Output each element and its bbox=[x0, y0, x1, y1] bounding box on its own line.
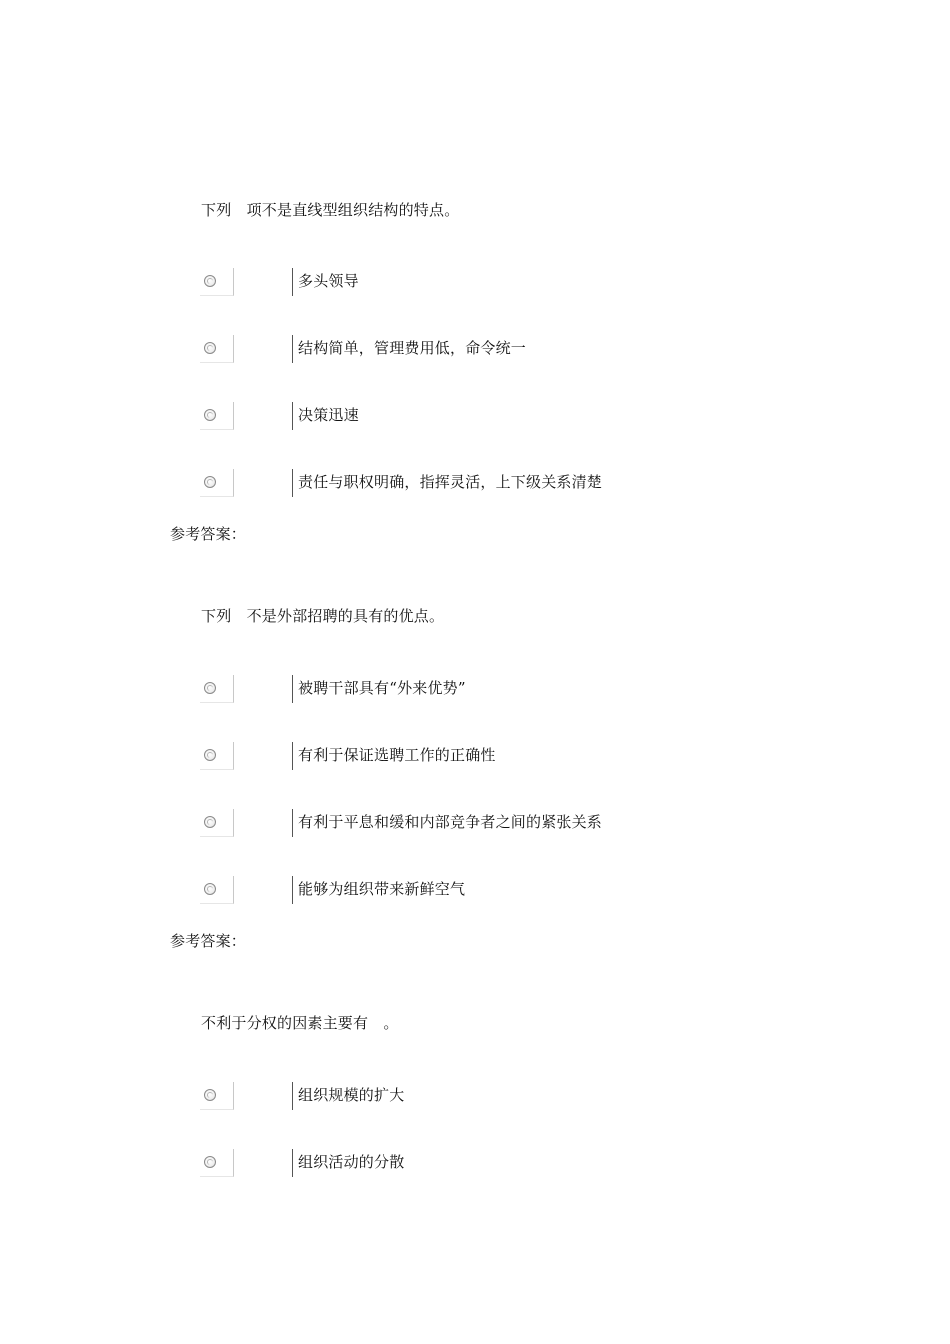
radio-circle-icon bbox=[204, 275, 216, 287]
divider bbox=[292, 809, 293, 837]
question-1-option-1[interactable] bbox=[200, 268, 640, 298]
radio-circle-icon bbox=[204, 883, 216, 895]
option-label: 有利于保证选聘工作的正确性 bbox=[298, 746, 496, 764]
radio-button[interactable] bbox=[200, 335, 234, 363]
question-2-text: 下列 不是外部招聘的具有的优点。 bbox=[201, 607, 445, 625]
question-1-option-3[interactable] bbox=[200, 402, 640, 432]
question-3-option-1[interactable] bbox=[200, 1082, 640, 1112]
radio-button[interactable] bbox=[200, 469, 234, 497]
divider bbox=[292, 268, 293, 296]
radio-button[interactable] bbox=[200, 268, 234, 296]
option-label: 决策迅速 bbox=[298, 406, 359, 424]
radio-button[interactable] bbox=[200, 876, 234, 904]
radio-circle-icon bbox=[204, 1089, 216, 1101]
radio-circle-icon bbox=[204, 342, 216, 354]
radio-button[interactable] bbox=[200, 809, 234, 837]
divider bbox=[292, 675, 293, 703]
option-label: 结构简单，管理费用低，命令统一 bbox=[298, 339, 527, 357]
radio-circle-icon bbox=[204, 682, 216, 694]
radio-button[interactable] bbox=[200, 1149, 234, 1177]
reference-answer-label: 参考答案： bbox=[170, 932, 247, 950]
question-1-text: 下列 项不是直线型组织结构的特点。 bbox=[201, 201, 460, 219]
radio-button[interactable] bbox=[200, 675, 234, 703]
divider bbox=[292, 335, 293, 363]
reference-answer-label: 参考答案： bbox=[170, 525, 247, 543]
question-3-option-2[interactable] bbox=[200, 1149, 640, 1179]
divider bbox=[292, 876, 293, 904]
question-1-option-4[interactable] bbox=[200, 469, 640, 499]
option-label: 被聘干部具有“外来优势” bbox=[298, 679, 466, 697]
option-label: 多头领导 bbox=[298, 272, 359, 290]
radio-button[interactable] bbox=[200, 402, 234, 430]
radio-circle-icon bbox=[204, 816, 216, 828]
option-label: 能够为组织带来新鲜空气 bbox=[298, 880, 466, 898]
radio-circle-icon bbox=[204, 1156, 216, 1168]
option-label: 组织活动的分散 bbox=[298, 1153, 405, 1171]
option-label: 有利于平息和缓和内部竞争者之间的紧张关系 bbox=[298, 813, 603, 831]
radio-button[interactable] bbox=[200, 1082, 234, 1110]
divider bbox=[292, 742, 293, 770]
radio-circle-icon bbox=[204, 476, 216, 488]
divider bbox=[292, 402, 293, 430]
option-label: 组织规模的扩大 bbox=[298, 1086, 405, 1104]
option-label: 责任与职权明确，指挥灵活，上下级关系清楚 bbox=[298, 473, 603, 491]
radio-button[interactable] bbox=[200, 742, 234, 770]
divider bbox=[292, 1082, 293, 1110]
question-2-option-4[interactable] bbox=[200, 876, 640, 906]
question-2-option-3[interactable] bbox=[200, 809, 640, 839]
divider bbox=[292, 469, 293, 497]
radio-circle-icon bbox=[204, 409, 216, 421]
question-3-text: 不利于分权的因素主要有 。 bbox=[201, 1014, 399, 1032]
question-2-option-2[interactable] bbox=[200, 742, 640, 772]
radio-circle-icon bbox=[204, 749, 216, 761]
question-2-option-1[interactable] bbox=[200, 675, 640, 705]
question-1-option-2[interactable] bbox=[200, 335, 640, 365]
divider bbox=[292, 1149, 293, 1177]
